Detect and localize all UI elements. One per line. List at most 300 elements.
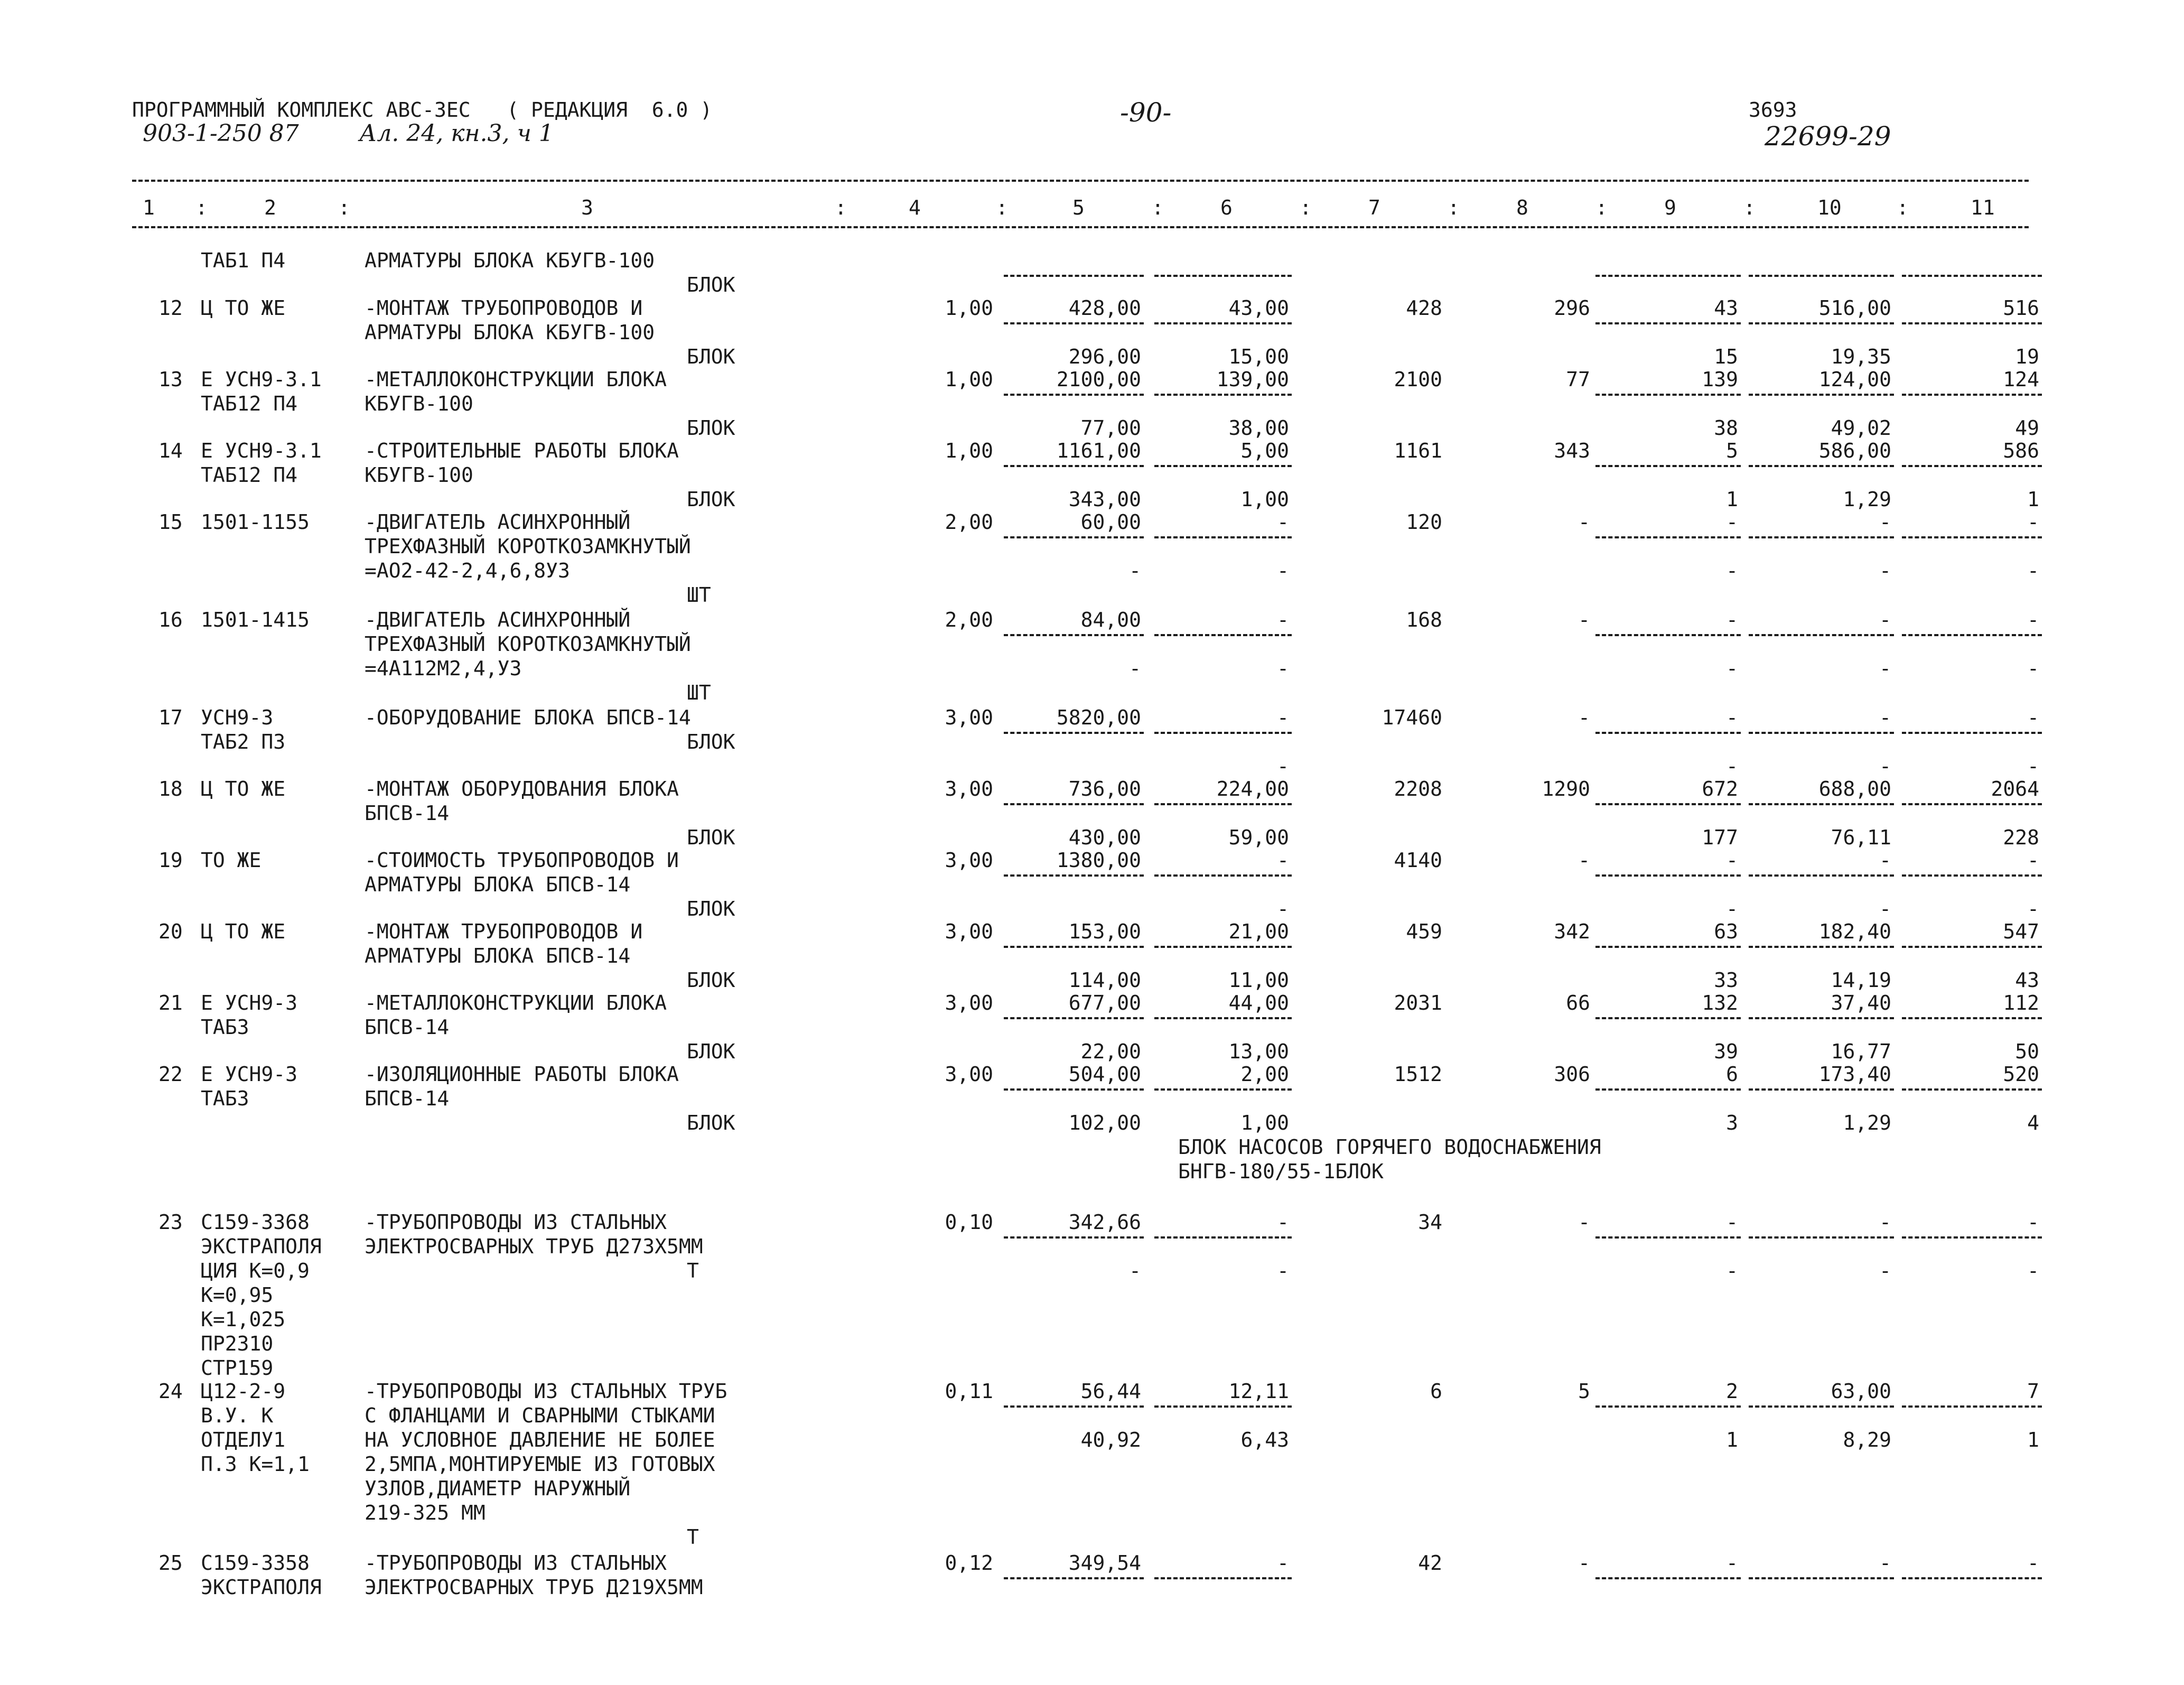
value-rule [1902,634,2042,636]
cell-c7: 2100 [1394,368,1442,391]
cell-c10: - [1879,510,1891,534]
row-number: 15 [158,510,183,534]
value-rule [1595,1088,1741,1091]
value-rule [1154,634,1292,636]
cell-c11-secondary: 50 [2015,1040,2039,1063]
value-rule [1154,394,1292,396]
cell-c11-secondary: 1 [2027,1428,2039,1451]
cell-c10: 63,00 [1831,1380,1891,1403]
value-rule [1902,1236,2042,1239]
cell-c9-secondary: - [1726,897,1738,920]
cell-c6-secondary: 11,00 [1228,969,1289,992]
column-header-1: 1 [143,196,155,219]
cell-c5: 1380,00 [1056,849,1141,872]
row-basis: Е УСН9-3 ТАБ3 [201,991,298,1039]
row-description: -ОБОРУДОВАНИЕ БЛОКА БПСВ-14 [365,706,691,729]
cell-c7: 1161 [1394,439,1442,462]
cell-c9: 139 [1702,368,1738,391]
cell-c4: 1,00 [945,439,993,462]
cell-c9: 2 [1726,1380,1738,1403]
value-rule [1154,1405,1292,1408]
value-rule [1902,1088,2042,1091]
cell-c5: 1161,00 [1056,439,1141,462]
cell-c5: 60,00 [1080,510,1141,534]
cell-c8: 342 [1554,920,1590,943]
row-description: -ДВИГАТЕЛЬ АСИНХРОННЫЙ [365,608,631,631]
cell-c5-secondary: 430,00 [1068,826,1141,849]
cell-c6-secondary: - [1277,897,1289,920]
row-number: 23 [158,1211,183,1234]
cell-c6: 2,00 [1240,1063,1289,1086]
cell-c8: 343 [1554,439,1590,462]
row-unit: БЛОК [687,345,735,368]
cell-c9: - [1726,849,1738,872]
column-header-11: 11 [1971,196,1995,219]
cell-c5-secondary: 22,00 [1080,1040,1141,1063]
cell-c6: - [1277,510,1289,534]
row-basis: Е УСН9-3.1 ТАБ12 П4 [201,368,322,415]
cell-c10: 37,40 [1831,991,1891,1014]
value-rule [1154,1088,1292,1091]
cell-c5-secondary: 40,92 [1080,1428,1141,1451]
value-rule [1595,1017,1741,1019]
column-header-3: 3 [581,196,593,219]
cell-c4: 3,00 [945,1063,993,1086]
row-description: АРМАТУРЫ БЛОКА КБУГВ-100 [365,249,655,272]
cell-c10-secondary: 16,77 [1831,1040,1891,1063]
cell-c10-secondary: 1,29 [1843,488,1891,511]
value-rule [1749,732,1894,734]
cell-c9: - [1726,510,1738,534]
row-number: 17 [158,706,183,729]
value-rule [1902,803,2042,805]
column-separator: : [1595,196,1608,219]
album-ref: Ал. 24, кн.3, ч 1 [359,120,554,147]
row-description: -ТРУБОПРОВОДЫ ИЗ СТАЛЬНЫХ [365,1211,667,1234]
row-number: 24 [158,1380,183,1403]
row-unit: БЛОК [687,416,735,440]
value-rule [1749,946,1894,948]
cell-c11: - [2027,1211,2039,1234]
column-separator: : [195,196,208,219]
column-header-9: 9 [1664,196,1676,219]
cell-c4: 0,10 [945,1211,993,1234]
cell-c7: 1512 [1394,1063,1442,1086]
cell-c5: 153,00 [1068,920,1141,943]
value-rule [1902,946,2042,948]
row-basis: Ц12-2-9 В.У. К ОТДЕЛУ1 П.3 К=1,1 [201,1380,310,1476]
row-unit: БЛОК [687,488,735,511]
cell-c5: 2100,00 [1056,368,1141,391]
cell-c6-secondary: 38,00 [1228,416,1289,440]
row-basis: 1501-1415 [201,608,310,631]
cell-c10-secondary: - [1879,1259,1891,1282]
value-rule [1004,874,1144,877]
column-header-6: 6 [1220,196,1233,219]
cell-c5: 504,00 [1068,1063,1141,1086]
cell-c6-secondary: 15,00 [1228,345,1289,368]
row-unit: Т [687,1259,699,1282]
row-description: -МОНТАЖ ТРУБОПРОВОДОВ И [365,296,643,320]
value-rule [1154,1577,1292,1579]
cell-c8: - [1578,1551,1590,1575]
cell-c10-secondary: - [1879,755,1891,778]
value-rule [1749,275,1894,277]
row-number: 22 [158,1063,183,1086]
cell-c10: - [1879,849,1891,872]
value-rule [1595,874,1741,877]
cell-c9-secondary: - [1726,1259,1738,1282]
row-description: ЭЛЕКТРОСВАРНЫХ ТРУБ Д273Х5ММ [365,1235,703,1258]
row-basis: 1501-1155 [201,510,310,534]
value-rule [1154,465,1292,467]
cell-c9-secondary: 3 [1726,1111,1738,1134]
cell-c8: 77 [1566,368,1590,391]
column-separator: : [835,196,847,219]
cell-c9: 5 [1726,439,1738,462]
value-rule [1749,1088,1894,1091]
row-basis: Ц ТО ЖЕ [201,777,286,800]
value-rule [1595,322,1741,324]
cell-c9: 132 [1702,991,1738,1014]
cell-c11-secondary: 1 [2027,488,2039,511]
cell-c8: 306 [1554,1063,1590,1086]
cell-c4: 1,00 [945,296,993,320]
cell-c9-secondary: - [1726,657,1738,680]
cell-c10: 586,00 [1818,439,1891,462]
row-description: -СТОИМОСТЬ ТРУБОПРОВОДОВ И [365,849,679,872]
cell-c7: 2208 [1394,777,1442,800]
value-rule [1595,732,1741,734]
value-rule [1595,634,1741,636]
row-unit: БЛОК [687,730,735,753]
row-description: -МЕТАЛЛОКОНСТРУКЦИИ БЛОКА [365,991,667,1014]
row-description: КБУГВ-100 [365,463,473,487]
row-number: 13 [158,368,183,391]
cell-c11: - [2027,706,2039,729]
cell-c6: 139,00 [1216,368,1289,391]
column-separator: : [338,196,350,219]
column-header-10: 10 [1817,196,1842,219]
row-description: БПСВ-14 [365,1016,450,1039]
cell-c11: 112 [2003,991,2039,1014]
value-rule [1004,1088,1144,1091]
row-number: 19 [158,849,183,872]
cell-c6: 5,00 [1240,439,1289,462]
row-basis: Ц ТО ЖЕ [201,296,286,320]
cell-c9: - [1726,706,1738,729]
cell-c9: - [1726,608,1738,631]
row-description: БПСВ-14 [365,802,450,825]
cell-c5: 84,00 [1080,608,1141,631]
cell-c10-secondary: 8,29 [1843,1428,1891,1451]
row-description: -ДВИГАТЕЛЬ АСИНХРОННЫЙ [365,510,631,534]
row-description: АРМАТУРЫ БЛОКА БПСВ-14 [365,873,631,896]
row-basis: С159-3358 ЭКСТРАПОЛЯ [201,1551,322,1599]
value-rule [1749,322,1894,324]
value-rule [1004,1236,1144,1239]
cell-c7: 6 [1430,1380,1442,1403]
cell-c5-secondary: - [1129,1259,1141,1282]
cell-c11: 547 [2003,920,2039,943]
cell-c4: 3,00 [945,920,993,943]
cell-c8: - [1578,849,1590,872]
cell-c4: 3,00 [945,777,993,800]
cell-c5: 428,00 [1068,296,1141,320]
cell-c10: 173,40 [1818,1063,1891,1086]
row-description: -ТРУБОПРОВОДЫ ИЗ СТАЛЬНЫХ ТРУБ [365,1380,727,1403]
value-rule [1595,275,1741,277]
cell-c6-secondary: - [1277,657,1289,680]
cell-c10: 124,00 [1818,368,1891,391]
program-title: ПРОГРАММНЫЙ КОМПЛЕКС АВС-ЗЕС ( РЕДАКЦИЯ 6.0 ) [132,98,713,122]
value-rule [1902,394,2042,396]
row-description: =АО2-42-2,4,6,8У3 [365,559,570,582]
value-rule [1004,1577,1144,1579]
value-rule [1595,803,1741,805]
cell-c8: - [1578,706,1590,729]
cell-c9-secondary: 33 [1714,969,1738,992]
cell-c10-secondary: - [1879,559,1891,582]
row-description: АРМАТУРЫ БЛОКА КБУГВ-100 [365,321,655,344]
cell-c9-secondary: 177 [1702,826,1738,849]
value-rule [1154,536,1292,538]
cell-c11: - [2027,510,2039,534]
value-rule [1902,1017,2042,1019]
value-rule [1004,1017,1144,1019]
row-description: БПСВ-14 [365,1087,450,1110]
value-rule [1902,465,2042,467]
column-header-5: 5 [1072,196,1085,219]
row-unit: БЛОК [687,273,735,296]
cell-c10-secondary: 19,35 [1831,345,1891,368]
cell-c9: 672 [1702,777,1738,800]
cell-c9: - [1726,1211,1738,1234]
column-separator: : [1300,196,1312,219]
cell-c4: 2,00 [945,608,993,631]
cell-c6: - [1277,608,1289,631]
cell-c6: - [1277,1211,1289,1234]
cell-c10-secondary: 1,29 [1843,1111,1891,1134]
cell-c4: 2,00 [945,510,993,534]
row-number: 16 [158,608,183,631]
value-rule [1595,394,1741,396]
value-rule [1154,322,1292,324]
header-bottom-rule [132,226,2029,228]
cell-c9-secondary: 1 [1726,1428,1738,1451]
cell-c10-secondary: 14,19 [1831,969,1891,992]
row-description: КБУГВ-100 [365,392,473,415]
row-description: -МОНТАЖ ТРУБОПРОВОДОВ И [365,920,643,943]
row-basis: С159-3368 ЭКСТРАПОЛЯ ЦИЯ К=0,9 К=0,95 К=1,025 ПР2310 СТР159 [201,1211,322,1380]
cell-c5-secondary: - [1129,657,1141,680]
row-number: 21 [158,991,183,1014]
cell-c6-secondary: - [1277,755,1289,778]
value-rule [1749,1236,1894,1239]
cell-c11: 586 [2003,439,2039,462]
cell-c9-secondary: 39 [1714,1040,1738,1063]
cell-c6-secondary: 59,00 [1228,826,1289,849]
cell-c11: - [2027,1551,2039,1575]
cell-c4: 3,00 [945,706,993,729]
row-description: ЭЛЕКТРОСВАРНЫХ ТРУБ Д219Х5ММ [365,1576,703,1599]
row-description: УЗЛОВ,ДИАМЕТР НАРУЖНЫЙ [365,1477,631,1500]
value-rule [1004,634,1144,636]
value-rule [1004,322,1144,324]
value-rule [1902,1405,2042,1408]
cell-c11-secondary: 19 [2015,345,2039,368]
cell-c6: 224,00 [1216,777,1289,800]
value-rule [1749,634,1894,636]
column-separator: : [1152,196,1164,219]
row-unit: БЛОК [687,897,735,920]
row-unit: БЛОК [687,969,735,992]
value-rule [1004,394,1144,396]
value-rule [1154,946,1292,948]
cell-c7: 34 [1418,1211,1442,1234]
cell-c6-secondary: 1,00 [1240,1111,1289,1134]
value-rule [1595,465,1741,467]
cell-c6: 12,11 [1228,1380,1289,1403]
value-rule [1004,1405,1144,1408]
cell-c5-secondary: 296,00 [1068,345,1141,368]
value-rule [1004,465,1144,467]
cell-c10: 182,40 [1818,920,1891,943]
cell-c9-secondary: - [1726,755,1738,778]
cell-c8: - [1578,510,1590,534]
cell-c10-secondary: - [1879,897,1891,920]
cell-c7: 4140 [1394,849,1442,872]
cell-c5: 736,00 [1068,777,1141,800]
row-basis: ТАБ1 П4 [201,249,286,272]
cell-c8: - [1578,608,1590,631]
cell-c5-secondary: 77,00 [1080,416,1141,440]
cell-c10: - [1879,1211,1891,1234]
cell-c7: 428 [1406,296,1442,320]
row-basis: Е УСН9-3 ТАБ3 [201,1063,298,1110]
column-separator: : [1743,196,1756,219]
header-top-rule [132,180,2029,182]
cell-c7: 17460 [1382,706,1442,729]
page-number: -90- [1120,97,1172,128]
cell-c7: 42 [1418,1551,1442,1575]
section-title-line-1: БЛОК НАСОСОВ ГОРЯЧЕГО ВОДОСНАБЖЕНИЯ [1178,1135,1601,1159]
cell-c5: 5820,00 [1056,706,1141,729]
value-rule [1595,1405,1741,1408]
row-description: НА УСЛОВНОЕ ДАВЛЕНИЕ НЕ БОЛЕЕ [365,1428,715,1451]
value-rule [1004,946,1144,948]
row-description: -СТРОИТЕЛЬНЫЕ РАБОТЫ БЛОКА [365,439,679,462]
cell-c11-secondary: - [2027,1259,2039,1282]
row-description: 2,5МПА,МОНТИРУЕМЫЕ ИЗ ГОТОВЫХ [365,1453,715,1476]
value-rule [1595,1236,1741,1239]
cell-c6-secondary: - [1277,559,1289,582]
column-header-4: 4 [909,196,921,219]
cell-c10: - [1879,706,1891,729]
cell-c8: 5 [1578,1380,1590,1403]
cell-c7: 2031 [1394,991,1442,1014]
value-rule [1004,732,1144,734]
row-unit: БЛОК [687,1040,735,1063]
cell-c4: 3,00 [945,991,993,1014]
value-rule [1749,803,1894,805]
cell-c11: 2064 [1991,777,2039,800]
value-rule [1902,874,2042,877]
row-description: ТРЕХФАЗНЫЙ КОРОТКОЗАМКНУТЫЙ [365,535,691,558]
cell-c5: 349,54 [1068,1551,1141,1575]
row-description: =4А112М2,4,У3 [365,657,522,680]
column-separator: : [1897,196,1909,219]
value-rule [1154,732,1292,734]
value-rule [1902,536,2042,538]
value-rule [1595,946,1741,948]
row-description: С ФЛАНЦАМИ И СВАРНЫМИ СТЫКАМИ [365,1404,715,1427]
cell-c4: 0,12 [945,1551,993,1575]
row-description: -ИЗОЛЯЦИОННЫЕ РАБОТЫ БЛОКА [365,1063,679,1086]
cell-c5-secondary: - [1129,559,1141,582]
cell-c11: 7 [2027,1380,2039,1403]
cell-c8: 1290 [1542,777,1590,800]
cell-c5-secondary: 102,00 [1068,1111,1141,1134]
cell-c8: 296 [1554,296,1590,320]
cell-c11-secondary: - [2027,657,2039,680]
cell-c7: 120 [1406,510,1442,534]
column-header-2: 2 [264,196,276,219]
cell-c11-secondary: 4 [2027,1111,2039,1134]
value-rule [1749,1017,1894,1019]
cell-c11: 124 [2003,368,2039,391]
cell-c7: 459 [1406,920,1442,943]
row-description: ТРЕХФАЗНЫЙ КОРОТКОЗАМКНУТЫЙ [365,632,691,656]
value-rule [1004,536,1144,538]
row-number: 18 [158,777,183,800]
cell-c6: 21,00 [1228,920,1289,943]
cell-c10: - [1879,1551,1891,1575]
cell-c6: - [1277,849,1289,872]
cell-c5-secondary: 114,00 [1068,969,1141,992]
value-rule [1154,803,1292,805]
value-rule [1749,1577,1894,1579]
cell-c9-secondary: 15 [1714,345,1738,368]
value-rule [1749,536,1894,538]
value-rule [1902,275,2042,277]
row-unit: БЛОК [687,1111,735,1134]
cell-c6: - [1277,1551,1289,1575]
section-title-line-2: БНГВ-180/55-1БЛОК [1178,1160,1384,1183]
value-rule [1004,803,1144,805]
row-unit: ШТ [687,681,711,704]
cell-c10-secondary: 49,02 [1831,416,1891,440]
value-rule [1004,275,1144,277]
cell-c6: 44,00 [1228,991,1289,1014]
cell-c4: 1,00 [945,368,993,391]
row-unit: Т [687,1525,699,1549]
cell-c4: 3,00 [945,849,993,872]
row-description: -МОНТАЖ ОБОРУДОВАНИЯ БЛОКА [365,777,679,800]
column-separator: : [1448,196,1460,219]
cell-c11-secondary: 43 [2015,969,2039,992]
column-header-8: 8 [1516,196,1528,219]
cell-c5-secondary: 343,00 [1068,488,1141,511]
value-rule [1749,394,1894,396]
cell-c9: 6 [1726,1063,1738,1086]
cell-c9: 63 [1714,920,1738,943]
column-separator: : [996,196,1008,219]
value-rule [1902,322,2042,324]
row-description: -МЕТАЛЛОКОНСТРУКЦИИ БЛОКА [365,368,667,391]
value-rule [1595,536,1741,538]
row-basis: Е УСН9-3.1 ТАБ12 П4 [201,439,322,487]
